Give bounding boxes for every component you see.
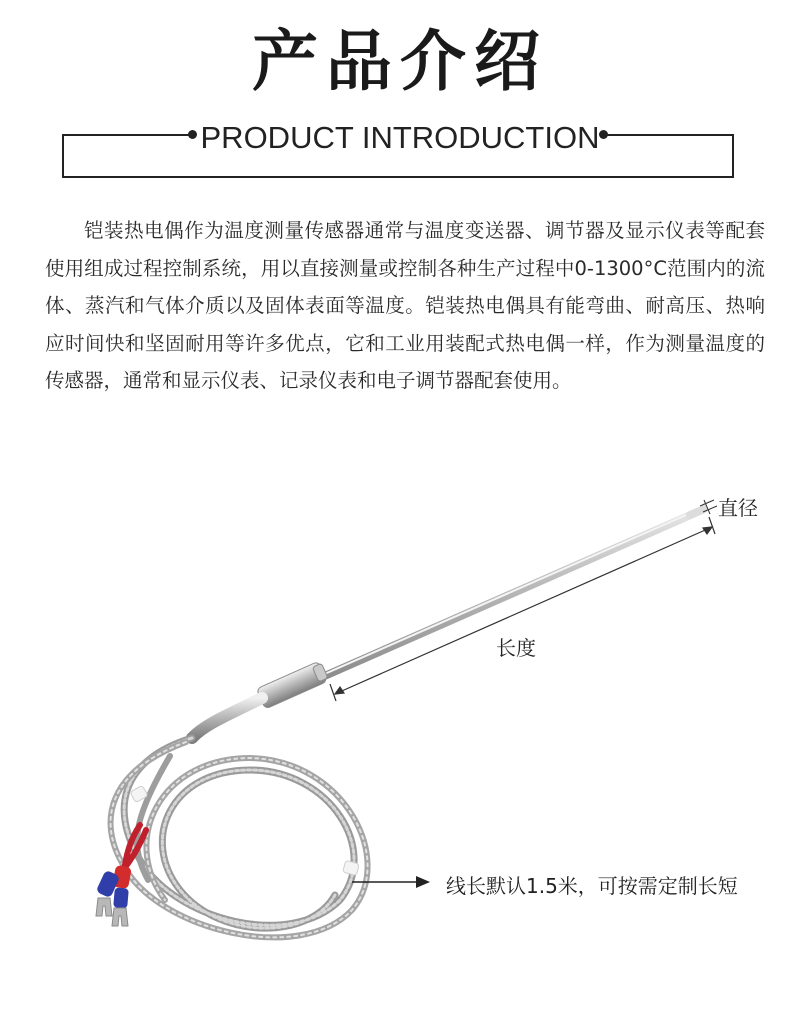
cable-length-note: 线长默认1.5米，可按需定制长短 <box>446 874 738 898</box>
diameter-label: 直径 <box>718 496 758 520</box>
page-subtitle: PRODUCT INTRODUCTION <box>200 120 600 155</box>
length-dimension <box>330 517 715 701</box>
braided-cable <box>111 738 368 937</box>
product-illustration <box>0 470 800 1025</box>
page-title: 产品介绍 <box>252 23 548 100</box>
thermocouple-image <box>0 470 800 1025</box>
product-description: 铠装热电偶作为温度测量传感器通常与温度变送器、调节器及显示仪表等配套使用组成过程控制系统，用以直接测量或控制各种生产过程中0-1300°C范围内的流体、蒸汽和气体介质以及固体表面等温度。铠装热电偶具有能弯曲、耐高压、热响应时间快和坚固耐用等许多优点，它和工业用装配式热电偶一样，作为测量温度的传感器，通常和显示仪表、记录仪表和电子调节器配套使用。 <box>45 219 765 392</box>
transition-sleeve <box>256 660 329 709</box>
length-label: 长度 <box>496 636 536 660</box>
bent-tube <box>192 698 262 738</box>
